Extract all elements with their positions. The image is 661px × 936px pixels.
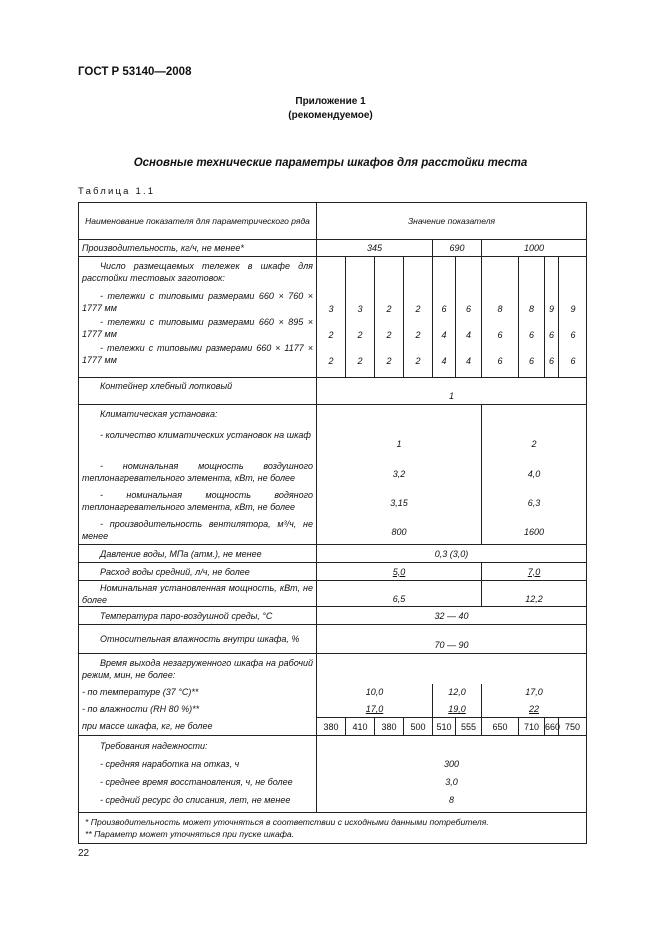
productivity-value: 345 bbox=[317, 240, 433, 257]
carts-count: 6 bbox=[497, 330, 503, 340]
water-flow-label: Расход воды средний, л/ч, не более bbox=[79, 563, 317, 581]
climate-value: 1600 bbox=[523, 527, 545, 537]
carts-count: 6 bbox=[528, 330, 534, 340]
table-row bbox=[79, 654, 587, 684]
table-row bbox=[79, 736, 587, 813]
mass-value: 380 bbox=[375, 718, 404, 736]
page-number: 22 bbox=[78, 848, 90, 859]
carts-count: 2 bbox=[386, 304, 392, 314]
table-row bbox=[79, 257, 587, 378]
carts-values bbox=[317, 257, 586, 377]
climate-value: 4,0 bbox=[527, 469, 541, 479]
climate-value: 2 bbox=[531, 439, 537, 449]
mass-value: 750 bbox=[559, 718, 587, 736]
reliability-label: Требования надежности: bbox=[100, 741, 208, 751]
header-parameter: Наименование показателя для параметрического ряда bbox=[79, 203, 317, 240]
temperature-value: 32 — 40 bbox=[317, 607, 587, 625]
climate-value: 6,3 bbox=[527, 498, 541, 508]
climate-item-label: - номинальная мощность воздушного теплонагревательного элемента, кВт, не более bbox=[82, 461, 313, 483]
carts-count: 3 bbox=[328, 304, 334, 314]
exit-time-label: Время выхода незагруженного шкафа на рабочий режим, мин, не более: bbox=[79, 654, 317, 684]
carts-column bbox=[456, 257, 482, 377]
reliability-item-label: - среднее время восстановления, ч, не более bbox=[100, 777, 293, 787]
carts-count: 6 bbox=[528, 356, 534, 366]
table-row bbox=[79, 701, 587, 718]
water-flow-value: 7,0 bbox=[527, 566, 541, 577]
document-header: ГОСТ Р 53140—2008 bbox=[78, 66, 192, 78]
carts-count: 9 bbox=[570, 304, 576, 314]
carts-count: 8 bbox=[528, 304, 534, 314]
mass-value: 555 bbox=[456, 718, 482, 736]
table-label: Таблица 1.1 bbox=[78, 186, 156, 197]
mass-value: 660 bbox=[545, 718, 559, 736]
carts-column bbox=[317, 257, 346, 377]
carts-column bbox=[519, 257, 545, 377]
carts-label: Число размещаемых тележек в шкафе для расстойки тестовых заготовок: bbox=[82, 261, 313, 283]
carts-count: 2 bbox=[415, 356, 421, 366]
carts-count: 2 bbox=[386, 330, 392, 340]
exit-mass-label: при массе шкафа, кг, не более bbox=[79, 718, 317, 736]
table-row bbox=[79, 405, 587, 545]
carts-column bbox=[404, 257, 433, 377]
carts-column bbox=[433, 257, 456, 377]
carts-column bbox=[545, 257, 559, 377]
carts-count: 2 bbox=[357, 356, 363, 366]
climate-value: 3,2 bbox=[392, 469, 406, 479]
carts-column bbox=[559, 257, 587, 377]
carts-column bbox=[375, 257, 404, 377]
carts-count: 4 bbox=[465, 356, 471, 366]
footnote: * Производительность может уточняться в соответствии с исходными данными потребителя. bbox=[85, 817, 489, 827]
table-row bbox=[79, 563, 587, 581]
carts-type-label: - тележки с типовыми размерами 660 × 1177 × 1777 мм bbox=[82, 343, 313, 365]
carts-count: 6 bbox=[570, 330, 576, 340]
table-row bbox=[79, 607, 587, 625]
table-row bbox=[79, 240, 587, 257]
reliability-value: 8 bbox=[449, 795, 455, 805]
climate-item-label: - производительность вентилятора, м³/ч, не менее bbox=[82, 519, 313, 541]
water-pressure-value: 0,3 (3,0) bbox=[317, 545, 587, 563]
carts-count: 8 bbox=[497, 304, 503, 314]
table-row bbox=[79, 545, 587, 563]
climate-value: 1 bbox=[396, 439, 402, 449]
temperature-label: Температура паро-воздушной среды, °С bbox=[79, 607, 317, 625]
mass-value: 710 bbox=[519, 718, 545, 736]
climate-item-label: - количество климатических установок на шкаф bbox=[100, 430, 311, 440]
reliability-value: 300 bbox=[443, 759, 460, 769]
power-value: 6,5 bbox=[317, 581, 482, 607]
carts-count: 2 bbox=[415, 330, 421, 340]
carts-count: 2 bbox=[415, 304, 421, 314]
carts-count: 2 bbox=[328, 356, 334, 366]
carts-count: 6 bbox=[570, 356, 576, 366]
exit-humid-value: 19,0 bbox=[448, 703, 466, 714]
carts-count: 9 bbox=[548, 304, 554, 314]
carts-count: 4 bbox=[465, 330, 471, 340]
carts-count: 2 bbox=[386, 356, 392, 366]
power-value: 12,2 bbox=[482, 581, 587, 607]
climate-value: 800 bbox=[391, 527, 407, 537]
mass-value: 650 bbox=[482, 718, 519, 736]
carts-count: 6 bbox=[465, 304, 471, 314]
reliability-item-label: - средний ресурс до списания, лет, не менее bbox=[100, 795, 291, 805]
exit-temp-value: 17,0 bbox=[482, 684, 587, 701]
exit-temp-value: 10,0 bbox=[317, 684, 433, 701]
carts-count: 6 bbox=[497, 356, 503, 366]
reliability-value: 3,0 bbox=[445, 777, 458, 787]
carts-count: 6 bbox=[548, 356, 554, 366]
carts-count: 6 bbox=[548, 330, 554, 340]
carts-count: 4 bbox=[441, 356, 447, 366]
mass-value: 500 bbox=[404, 718, 433, 736]
table-row bbox=[79, 625, 587, 654]
table-row bbox=[79, 378, 587, 405]
water-pressure-label: Давление воды, МПа (атм.), не менее bbox=[79, 545, 317, 563]
exit-humid-value: 22 bbox=[529, 703, 540, 714]
container-label: Контейнер хлебный лотковый bbox=[79, 378, 317, 405]
carts-type-label: - тележки с типовыми размерами 660 × 895 × 1777 мм bbox=[82, 317, 313, 339]
carts-column bbox=[482, 257, 519, 377]
carts-count: 6 bbox=[441, 304, 447, 314]
carts-column bbox=[346, 257, 375, 377]
table-row bbox=[79, 684, 587, 701]
mass-value: 380 bbox=[317, 718, 346, 736]
parameters-table bbox=[78, 202, 587, 844]
exit-humid-label: - по влажности (RH 80 %)** bbox=[79, 701, 317, 718]
table-row bbox=[79, 581, 587, 607]
container-value: 1 bbox=[317, 378, 587, 405]
carts-count: 2 bbox=[357, 330, 363, 340]
annex-status: (рекомендуемое) bbox=[288, 110, 373, 121]
header-value: Значение показателя bbox=[317, 203, 587, 240]
power-label: Номинальная установленная мощность, кВт, не более bbox=[79, 581, 317, 607]
climate-label: Климатическая установка: bbox=[100, 409, 218, 419]
humidity-value: 70 — 90 bbox=[317, 625, 587, 654]
productivity-value: 1000 bbox=[482, 240, 587, 257]
table-row bbox=[79, 718, 587, 736]
reliability-item-label: - средняя наработка на отказ, ч bbox=[100, 759, 240, 769]
water-flow-value: 5,0 bbox=[392, 566, 406, 577]
humidity-label: Относительная влажность внутри шкафа, % bbox=[79, 625, 317, 654]
exit-humid-value: 17,0 bbox=[365, 703, 384, 714]
carts-count: 3 bbox=[357, 304, 363, 314]
exit-temp-value: 12,0 bbox=[433, 684, 482, 701]
productivity-value: 690 bbox=[433, 240, 482, 257]
carts-count: 2 bbox=[328, 330, 334, 340]
annex-number: Приложение 1 bbox=[295, 96, 366, 107]
carts-type-label: - тележки с типовыми размерами 660 × 760 × 1777 мм bbox=[82, 291, 313, 313]
page-title: Основные технические параметры шкафов для расстойки теста bbox=[133, 157, 528, 169]
carts-count: 4 bbox=[441, 330, 447, 340]
mass-value: 510 bbox=[433, 718, 456, 736]
climate-value: 3,15 bbox=[390, 498, 408, 508]
mass-value: 410 bbox=[346, 718, 375, 736]
productivity-label: Производительность, кг/ч, не менее* bbox=[79, 240, 317, 257]
climate-item-label: - номинальная мощность водяного теплонагревательного элемента, кВт, не более bbox=[82, 490, 313, 512]
footnote: ** Параметр может уточняться при пуске шкафа. bbox=[85, 829, 295, 839]
exit-temp-label: - по температуре (37 °С)** bbox=[79, 684, 317, 701]
